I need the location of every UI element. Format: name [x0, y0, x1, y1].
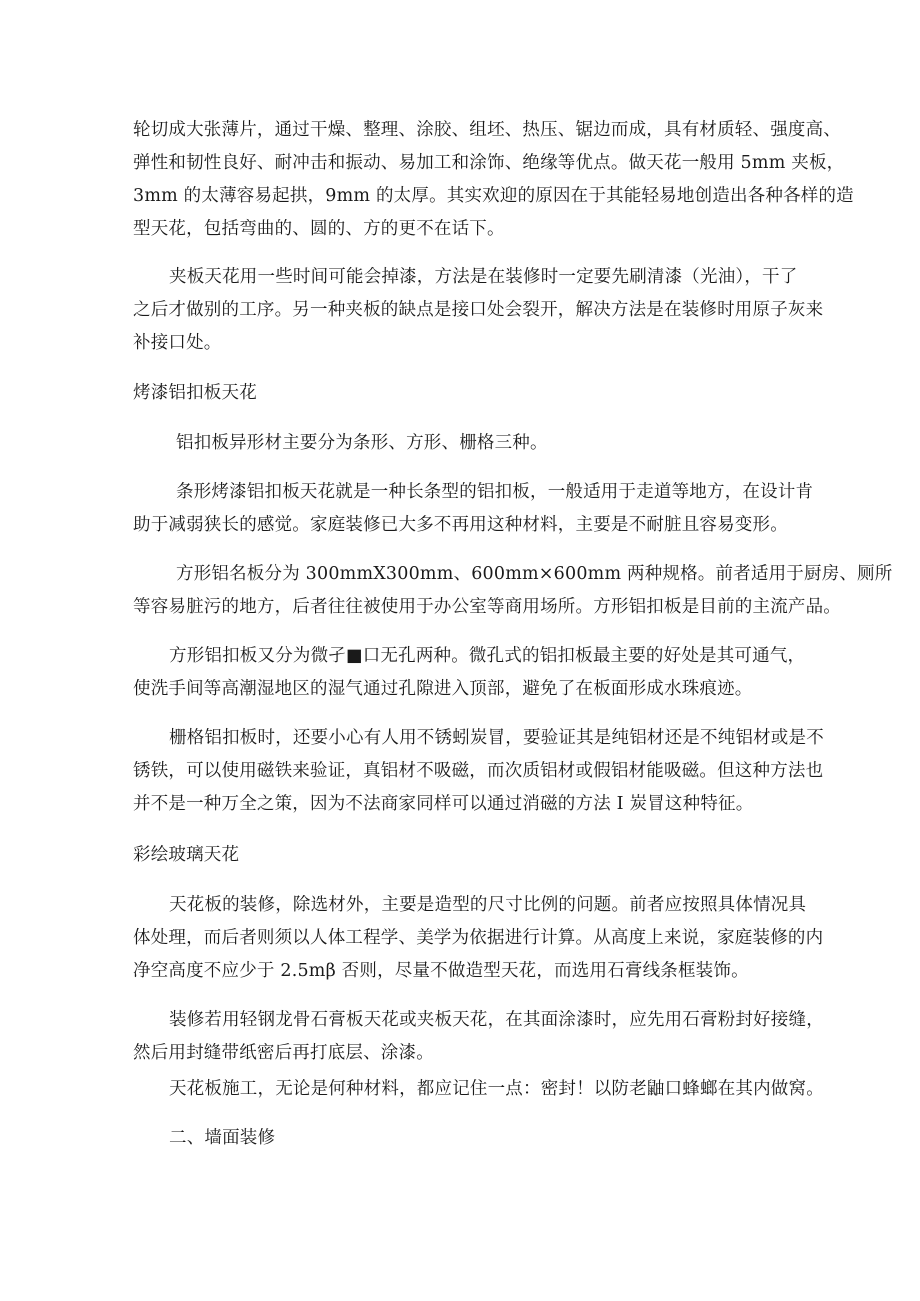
para9-line1: 装修若用轻钢龙骨石膏板天花或夹板天花，在其面涂漆时，应先用石膏粉封好接缝，	[169, 1010, 824, 1030]
para1-line1: 轮切成大张薄片，通过干燥、整理、涂胶、组坯、热压、锯边而成，具有材质轻、强度高、	[133, 120, 841, 140]
para6-line1: 方形铝扣板又分为微孑■口无孔两种。微孔式的铝扣板最主要的好处是其可通气，	[169, 646, 806, 666]
para2-line1: 夹板天花用一些时间可能会掉漆，方法是在装修时一定要先刷清漆（光油），干了	[169, 267, 798, 287]
para4-line2: 助于减弱狭长的感觉。家庭装修已大多不再用这种材料，主要是不耐脏且容易变形。	[133, 515, 788, 535]
para3-line1: 铝扣板异形材主要分为条形、方形、栅格三种。	[176, 433, 548, 453]
para1-line2: 弹性和韧性良好、耐冲击和振动、易加工和涂饰、绝缘等优点。做天花一般用 5mm 夹板，	[133, 153, 845, 173]
section-heading-painted-glass: 彩绘玻璃天花	[133, 845, 240, 865]
para1-line4: 型天花，包括弯曲的、圆的、方的更不在话下。	[133, 219, 505, 239]
para7-line3: 并不是一种万全之策，因为不法商家同样可以通过消磁的方法 I 炭冒这种特征。	[133, 794, 754, 814]
para10-line1: 天花板施工，无论是何种材料，都应记住一点：密封！以防老鼬口蜂螂在其内做窝。	[169, 1079, 824, 1099]
para1-line3: 3mm 的太薄容易起拱，9mm 的太厚。其实欢迎的原因在于其能轻易地创造出各种各样的造	[133, 186, 854, 206]
para5-line2: 等容易脏污的地方，后者往往被使用于办公室等商用场所。方形铝扣板是目前的主流产品。	[133, 597, 841, 617]
para8-line3: 净空高度不应少于 2.5mβ 否则，尽量不做造型天花，而选用石膏线条框装饰。	[133, 961, 749, 981]
para4-line1: 条形烤漆铝扣板天花就是一种长条型的铝扣板，一般适用于走道等地方，在设计肯	[176, 482, 814, 502]
para9-line2: 然后用封缝带纸密后再打底层、涂漆。	[133, 1043, 434, 1063]
para7-line1: 栅格铝扣板时，还要小心有人用不锈蚓炭冒，要验证其是纯铝材还是不纯铝材或是不	[169, 728, 824, 748]
para5-line1: 方形铝名板分为 300mmX300mm、600mm×600mm 两种规格。前者适用于厨房、厕所	[176, 564, 893, 584]
section-heading-wall-decoration: 二、墙面装修	[169, 1128, 276, 1148]
para2-line3: 补接口处。	[133, 333, 222, 353]
section-heading-baked-aluminum: 烤漆铝扣板天花	[133, 383, 257, 403]
para6-line2: 使洗手间等高潮湿地区的湿气通过孔隙进入顶部，避免了在板面形成水珠痕迹。	[133, 679, 753, 699]
para8-line1: 天花板的装修，除选材外，主要是造型的尺寸比例的问题。前者应按照具体情况具	[169, 895, 807, 915]
para2-line2: 之后才做别的工序。另一种夹板的缺点是接口处会裂开，解决方法是在装修时用原子灰来	[133, 300, 824, 320]
para7-line2: 锈铁，可以使用磁铁来验证，真铝材不吸磁，而次质铝材或假铝材能吸磁。但这种方法也	[133, 761, 824, 781]
para8-line2: 体处理，而后者则须以人体工程学、美学为依据进行计算。从高度上来说，家庭装修的内	[133, 928, 824, 948]
